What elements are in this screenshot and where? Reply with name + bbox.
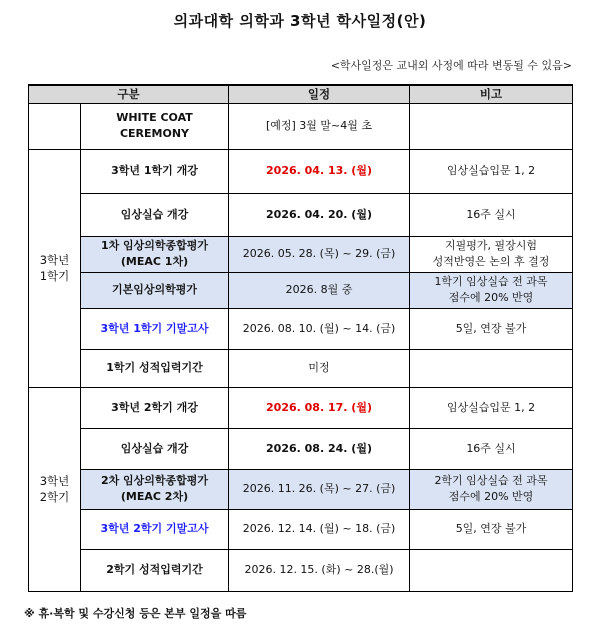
item-line: 1차 임상의학종합평가 xyxy=(100,239,209,253)
item-line: CEREMONY xyxy=(119,127,190,141)
schedule-cell: 2026. 04. 13. (월) xyxy=(229,149,410,193)
item-cell: 3학년 2학기 개강 xyxy=(81,387,229,428)
item-cell: 임상실습 개강 xyxy=(81,193,229,236)
remarks-cell: 5일, 연장 불가 xyxy=(410,509,573,549)
table-row xyxy=(29,509,573,549)
item-cell: 1학기 성적입력기간 xyxy=(81,349,229,387)
table-row xyxy=(29,103,573,149)
remarks-line: 1학기 임상실습 전 과목 xyxy=(434,275,548,289)
schedule-cell: 2026. 04. 20. (월) xyxy=(229,193,410,236)
table-row xyxy=(29,387,573,428)
remarks-cell xyxy=(410,272,573,308)
item-cell: 3학년 1학기 기말고사 xyxy=(81,308,229,349)
item-line: 2차 임상의학종합평가 xyxy=(100,474,209,488)
item-line: (MEAC 2차) xyxy=(120,490,189,504)
item-line: (MEAC 1차) xyxy=(120,255,189,269)
semester-2-label xyxy=(29,387,81,591)
remarks-cell: 16주 실시 xyxy=(410,428,573,469)
footer-note: ※ 휴·복학 및 수강신청 등은 본부 일정을 따름 xyxy=(24,607,247,620)
remarks-cell xyxy=(410,469,573,509)
table-row xyxy=(29,349,573,387)
schedule-cell: 미정 xyxy=(229,349,410,387)
semester-label-line: 2학기 xyxy=(39,490,70,505)
header-remarks: 비고 xyxy=(410,85,573,103)
remarks-cell xyxy=(410,349,573,387)
table-row xyxy=(29,549,573,591)
item-cell: 기본임상의학평가 xyxy=(81,272,229,308)
table-row xyxy=(29,236,573,272)
table-row xyxy=(29,193,573,236)
schedule-cell: 2026. 08. 17. (월) xyxy=(229,387,410,428)
remarks-cell: 16주 실시 xyxy=(410,193,573,236)
semester-label-line: 3학년 xyxy=(39,473,70,488)
remarks-cell xyxy=(410,236,573,272)
remarks-line: 성적반영은 논의 후 결정 xyxy=(432,255,550,269)
schedule-cell: 2026. 08. 24. (월) xyxy=(229,428,410,469)
item-cell: 3학년 2학기 기말고사 xyxy=(81,509,229,549)
remarks-cell xyxy=(410,103,573,149)
academic-schedule-table xyxy=(28,84,573,592)
remarks-cell: 임상실습입문 1, 2 xyxy=(410,387,573,428)
schedule-cell: [예정] 3월 말~4월 초 xyxy=(229,103,410,149)
remarks-line: 점수에 20% 반영 xyxy=(448,291,534,305)
remarks-line: 지필평가, 필장시험 xyxy=(444,239,537,253)
table-row xyxy=(29,469,573,509)
remarks-line: 2학기 임상실습 전 과목 xyxy=(434,474,548,488)
schedule-cell: 2026. 05. 28. (목) ~ 29. (금) xyxy=(229,236,410,272)
empty-cell xyxy=(29,103,81,149)
schedule-cell: 2026. 11. 26. (목) ~ 27. (금) xyxy=(229,469,410,509)
header-schedule: 일정 xyxy=(229,85,410,103)
table-row xyxy=(29,308,573,349)
remarks-cell xyxy=(410,549,573,591)
remarks-cell: 5일, 연장 불가 xyxy=(410,308,573,349)
item-cell: 임상실습 개강 xyxy=(81,428,229,469)
semester-1-label xyxy=(29,149,81,387)
schedule-cell: 2026. 8월 중 xyxy=(229,272,410,308)
item-line: WHITE COAT xyxy=(116,111,193,125)
table-row xyxy=(29,149,573,193)
table-row xyxy=(29,428,573,469)
schedule-change-note: <학사일정은 교내외 사정에 따라 변동될 수 있음> xyxy=(330,59,572,72)
page-title: 의과대학 의학과 3학년 학사일정(안) xyxy=(173,12,427,30)
table-header-row xyxy=(29,85,573,103)
schedule-cell: 2026. 12. 14. (월) ~ 18. (금) xyxy=(229,509,410,549)
item-cell xyxy=(81,103,229,149)
remarks-cell: 임상실습입문 1, 2 xyxy=(410,149,573,193)
schedule-cell: 2026. 12. 15. (화) ~ 28.(월) xyxy=(229,549,410,591)
item-cell xyxy=(81,469,229,509)
semester-label-line: 1학기 xyxy=(39,269,70,284)
schedule-cell: 2026. 08. 10. (월) ~ 14. (금) xyxy=(229,308,410,349)
item-cell: 3학년 1학기 개강 xyxy=(81,149,229,193)
item-cell xyxy=(81,236,229,272)
table-row xyxy=(29,272,573,308)
remarks-line: 점수에 20% 반영 xyxy=(448,490,534,504)
item-cell: 2학기 성적입력기간 xyxy=(81,549,229,591)
semester-label-line: 3학년 xyxy=(39,252,70,267)
header-category: 구분 xyxy=(29,85,229,103)
